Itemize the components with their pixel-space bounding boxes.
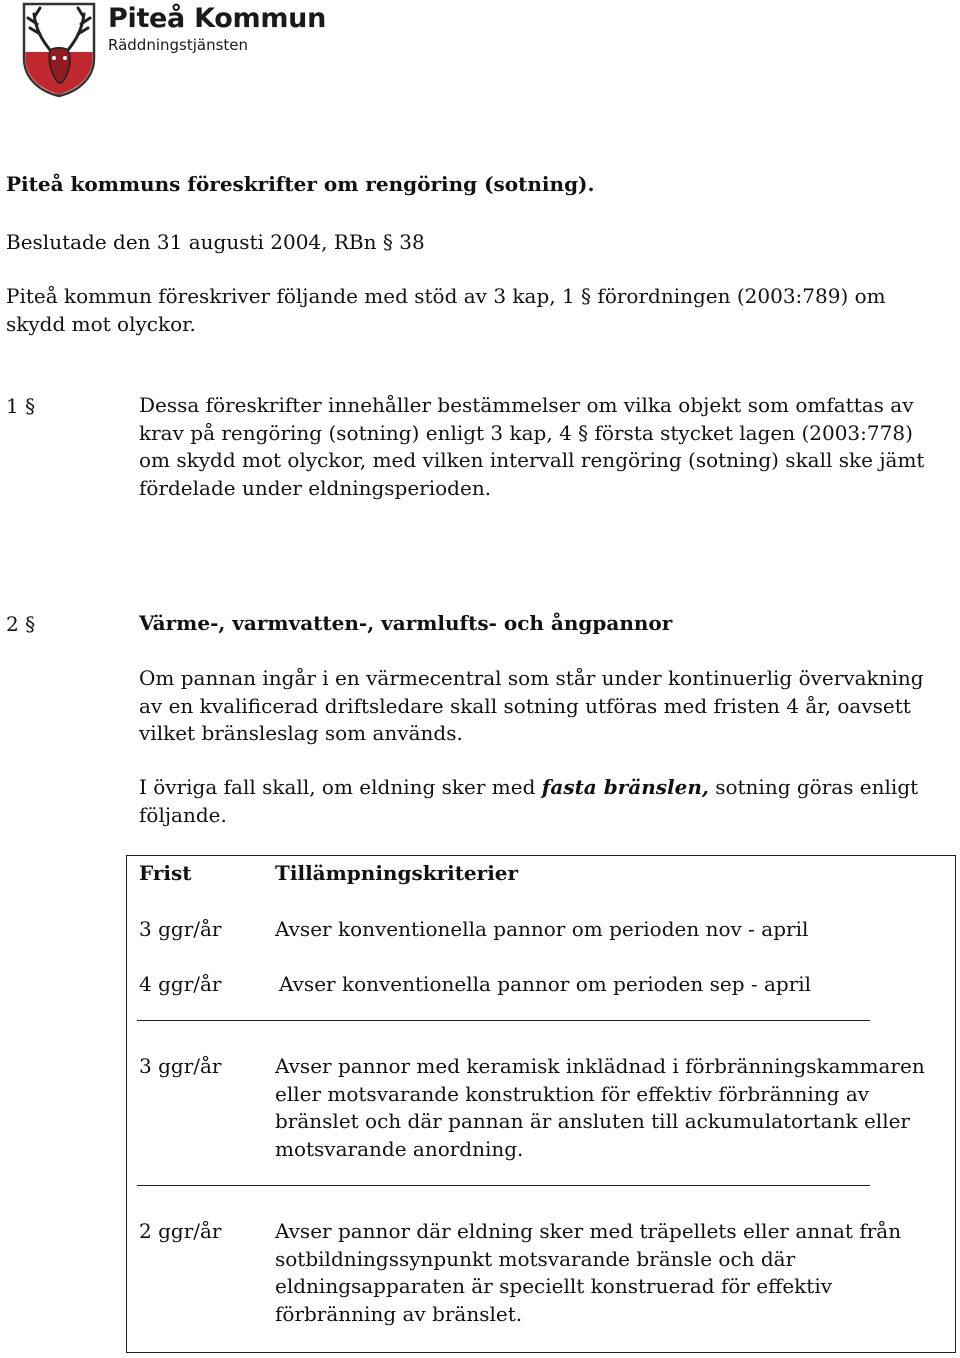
header-criteria: Tillämpningskriterier xyxy=(275,861,519,885)
table-divider xyxy=(137,1185,870,1186)
fuel-type-emphasis: fasta bränslen, xyxy=(541,775,709,799)
section-2-paragraph-2 xyxy=(139,774,939,829)
paragraph-2-lead: I övriga fall skall, om eldning sker med xyxy=(139,775,542,799)
row-4-criteria: Avser pannor där eldning sker med träpellets eller annat från sotbildningssynpunkt motsvarande bränsle och där eldningsapparaten är speciellt konstruerad för effektiv förbränning av bränslet. xyxy=(275,1219,902,1326)
section-2-paragraph-1: Om pannan ingår i en värmecentral som står under kontinuerlig övervakning av en kvalificerad driftsledare skall sotning utföras med fristen 4 år, oavsett vilket bränsleslag som används. xyxy=(139,666,924,745)
row-1-frist: 3 ggr/år xyxy=(139,917,222,941)
section-2-number: 2 § xyxy=(6,612,36,636)
intro-paragraph: Piteå kommun föreskriver följande med stöd av 3 kap, 1 § förordningen (2003:789) om skydd mot olyckor. xyxy=(6,284,886,336)
decision-line: Beslutade den 31 augusti 2004, RBn § 38 xyxy=(6,230,425,254)
letterhead xyxy=(20,0,360,100)
header-frist: Frist xyxy=(139,861,192,885)
department-name: Räddningstjänsten xyxy=(108,36,249,54)
organization-block xyxy=(108,2,326,54)
row-4-frist: 2 ggr/år xyxy=(139,1219,222,1243)
document-title: Piteå kommuns föreskrifter om rengöring (sotning). xyxy=(6,172,595,196)
paragraph-2-tail: sotning göras enligt följande. xyxy=(139,775,919,827)
organization-name: Piteå Kommun xyxy=(108,3,326,34)
row-3-frist: 3 ggr/år xyxy=(139,1054,222,1078)
reindeer-crest-icon xyxy=(20,0,98,98)
row-3-criteria: Avser pannor med keramisk inklädnad i förbränningskammaren eller motsvarande konstruktion för effektiv förbränning av bränslet och där pannan är ansluten till ackumulatortank eller motsvarande anordning. xyxy=(275,1054,925,1161)
row-2-frist: 4 ggr/år xyxy=(139,972,222,996)
section-1-number: 1 § xyxy=(6,394,36,418)
row-2-criteria: Avser konventionella pannor om perioden sep - april xyxy=(279,972,812,996)
sweeping-interval-table xyxy=(126,855,956,1353)
table-divider xyxy=(137,1020,870,1021)
section-1-text: Dessa föreskrifter innehåller bestämmelser om vilka objekt som omfattas av krav på rengöring (sotning) enligt 3 kap, 4 § första stycket lagen (2003:778) om skydd mot olyckor, med vilken intervall rengöring (sotning) skall ske jämt fördelade under eldningsperioden. xyxy=(139,393,925,500)
row-1-criteria: Avser konventionella pannor om perioden nov - april xyxy=(275,917,809,941)
section-2-heading: Värme-, varmvatten-, varmlufts- och ångpannor xyxy=(139,611,673,635)
